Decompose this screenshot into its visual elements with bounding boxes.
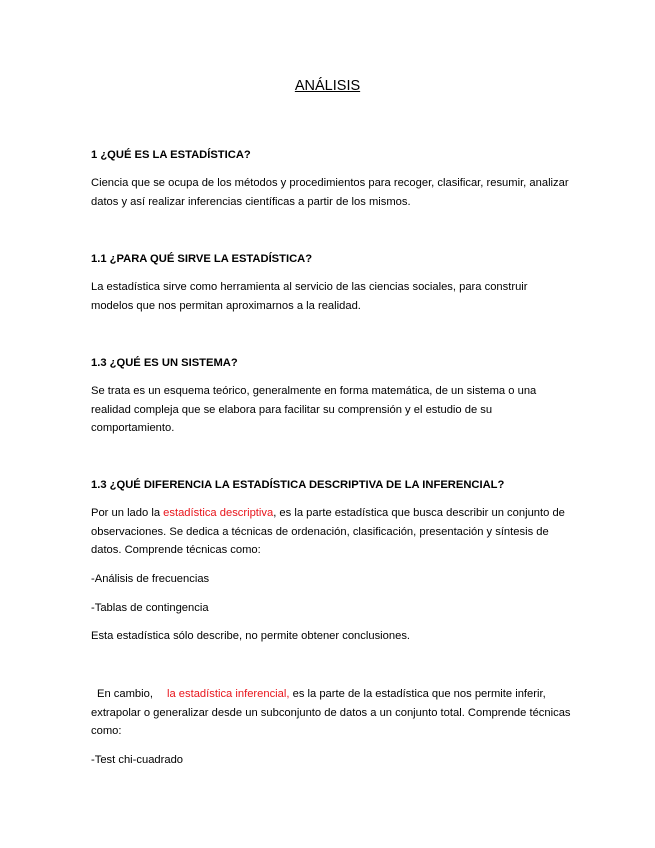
heading-diferencia: 1.3 ¿QUÉ DIFERENCIA LA ESTADÍSTICA DESCRIPTIVA DE LA INFERENCIAL? bbox=[91, 479, 505, 491]
document-title: ANÁLISIS bbox=[294, 78, 361, 94]
paragraph-descriptiva bbox=[91, 504, 571, 560]
paragraph-inferencial bbox=[91, 685, 571, 741]
heading-que-es-sistema: 1.3 ¿QUÉ ES UN SISTEMA? bbox=[91, 357, 238, 369]
text-segment: Por un lado la bbox=[91, 507, 164, 519]
term-estadistica-inferencial: la estadística inferencial, bbox=[166, 688, 290, 700]
heading-para-que-sirve: 1.1 ¿PARA QUÉ SIRVE LA ESTADÍSTICA? bbox=[91, 253, 313, 265]
paragraph-nota-descriptiva: Esta estadística sólo describe, no permite obtener conclusiones. bbox=[91, 630, 411, 642]
heading-que-es-estadistica: 1 ¿QUÉ ES LA ESTADÍSTICA? bbox=[91, 149, 251, 161]
text-segment: es la parte de la estadística que nos permite inferir, extrapolar o generalizar desde un subconjunto de datos a un conjunto total. Comprende técnicas como: bbox=[91, 688, 571, 737]
paragraph-para-que-sirve: La estadística sirve como herramienta al servicio de las ciencias sociales, para construir modelos que nos permitan aproximarnos a la realidad. bbox=[91, 281, 528, 312]
paragraph-sistema: Se trata es un esquema teórico, generalmente en forma matemática, de un sistema o una realidad compleja que se elabora para facilitar su comprensión y el estudio de su comportamiento. bbox=[91, 385, 537, 434]
paragraph-definicion: Ciencia que se ocupa de los métodos y procedimientos para recoger, clasificar, resumir, analizar datos y así realizar inferencias científicas a partir de los mismos. bbox=[91, 177, 569, 208]
list-item-contingencia: -Tablas de contingencia bbox=[91, 602, 209, 614]
term-estadistica-descriptiva: estadística descriptiva bbox=[163, 507, 274, 519]
list-item-frecuencias: -Análisis de frecuencias bbox=[91, 573, 210, 585]
text-segment: En cambio, bbox=[97, 688, 153, 700]
text-segment: , es la parte estadística que busca describir un conjunto de observaciones. Se dedica a técnicas de ordenación, clasificación, presentación y síntesis de datos. Comprende técnicas como: bbox=[91, 507, 565, 556]
list-item-chi-cuadrado: -Test chi-cuadrado bbox=[91, 754, 184, 766]
